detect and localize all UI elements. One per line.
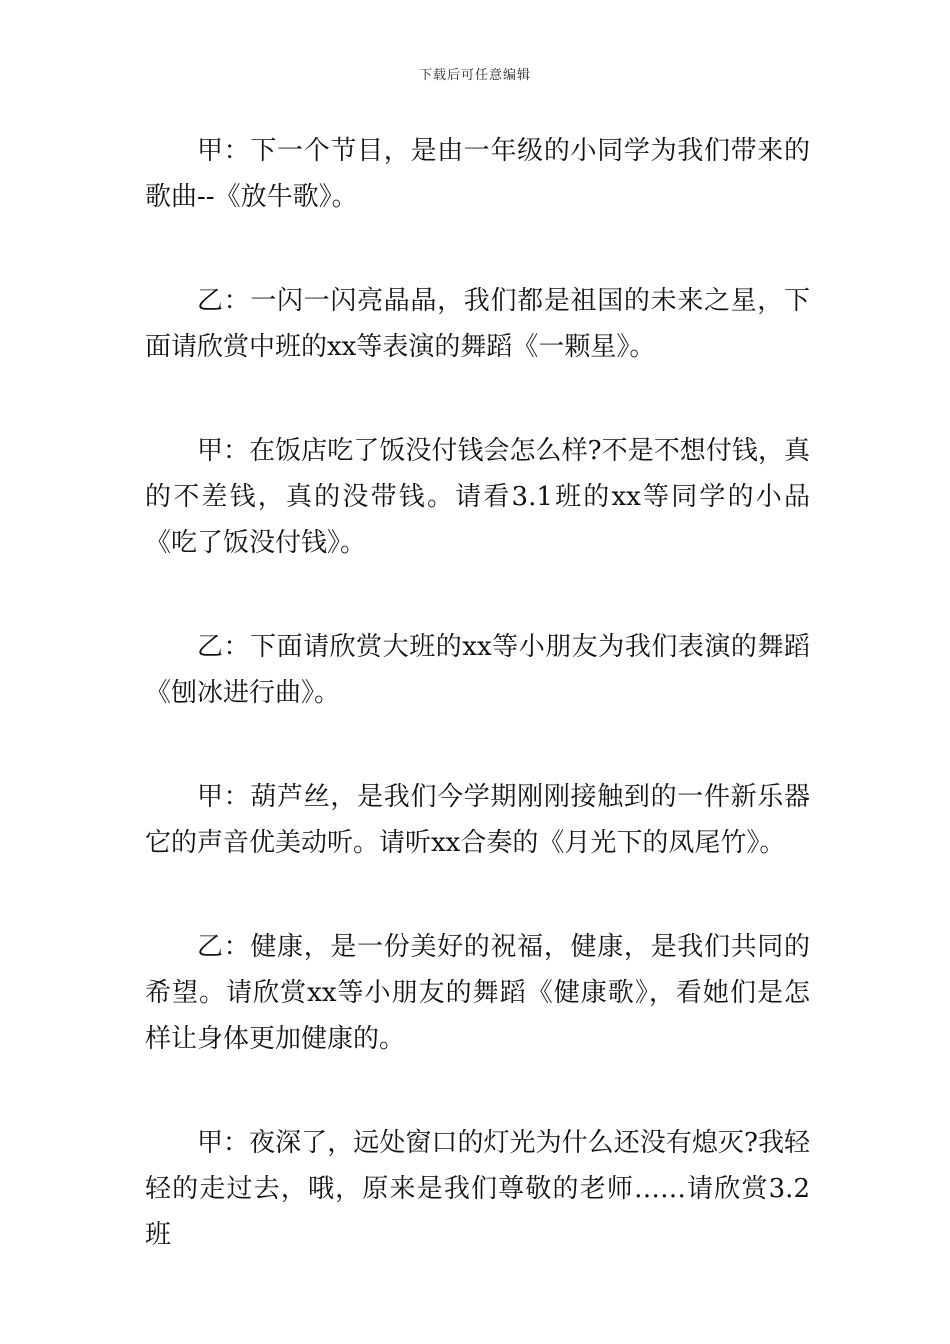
paragraph: 甲：下一个节目，是由一年级的小同学为我们带来的歌曲--《放牛歌》。 (145, 136, 810, 212)
paragraph: 乙：一闪一闪亮晶晶，我们都是祖国的未来之星，下面请欣赏中班的xx等表演的舞蹈《一颗星》。 (145, 286, 810, 362)
paragraph: 乙：健康，是一份美好的祝福，健康，是我们共同的希望。请欣赏xx等小朋友的舞蹈《健康歌》，看她们是怎样让身体更加健康的。 (145, 932, 810, 1054)
paragraph: 甲：葫芦丝，是我们今学期刚刚接触到的一件新乐器它的声音优美动听。请听xx合奏的《月光下的凤尾竹》。 (145, 782, 810, 858)
page-header: 下载后可任意编辑 (418, 68, 531, 83)
paragraph: 甲：夜深了，远处窗口的灯光为什么还没有熄灭?我轻轻的走过去，哦，原来是我们尊敬的老师……请欣赏3.2班 (145, 1128, 810, 1250)
paragraph: 甲：在饭店吃了饭没付钱会怎么样?不是不想付钱，真的不差钱，真的没带钱。请看3.1班的xx等同学的小品《吃了饭没付钱》。 (145, 436, 810, 558)
document-body (145, 128, 810, 1316)
paragraph: 乙：下面请欣赏大班的xx等小朋友为我们表演的舞蹈《刨冰进行曲》。 (145, 632, 810, 708)
